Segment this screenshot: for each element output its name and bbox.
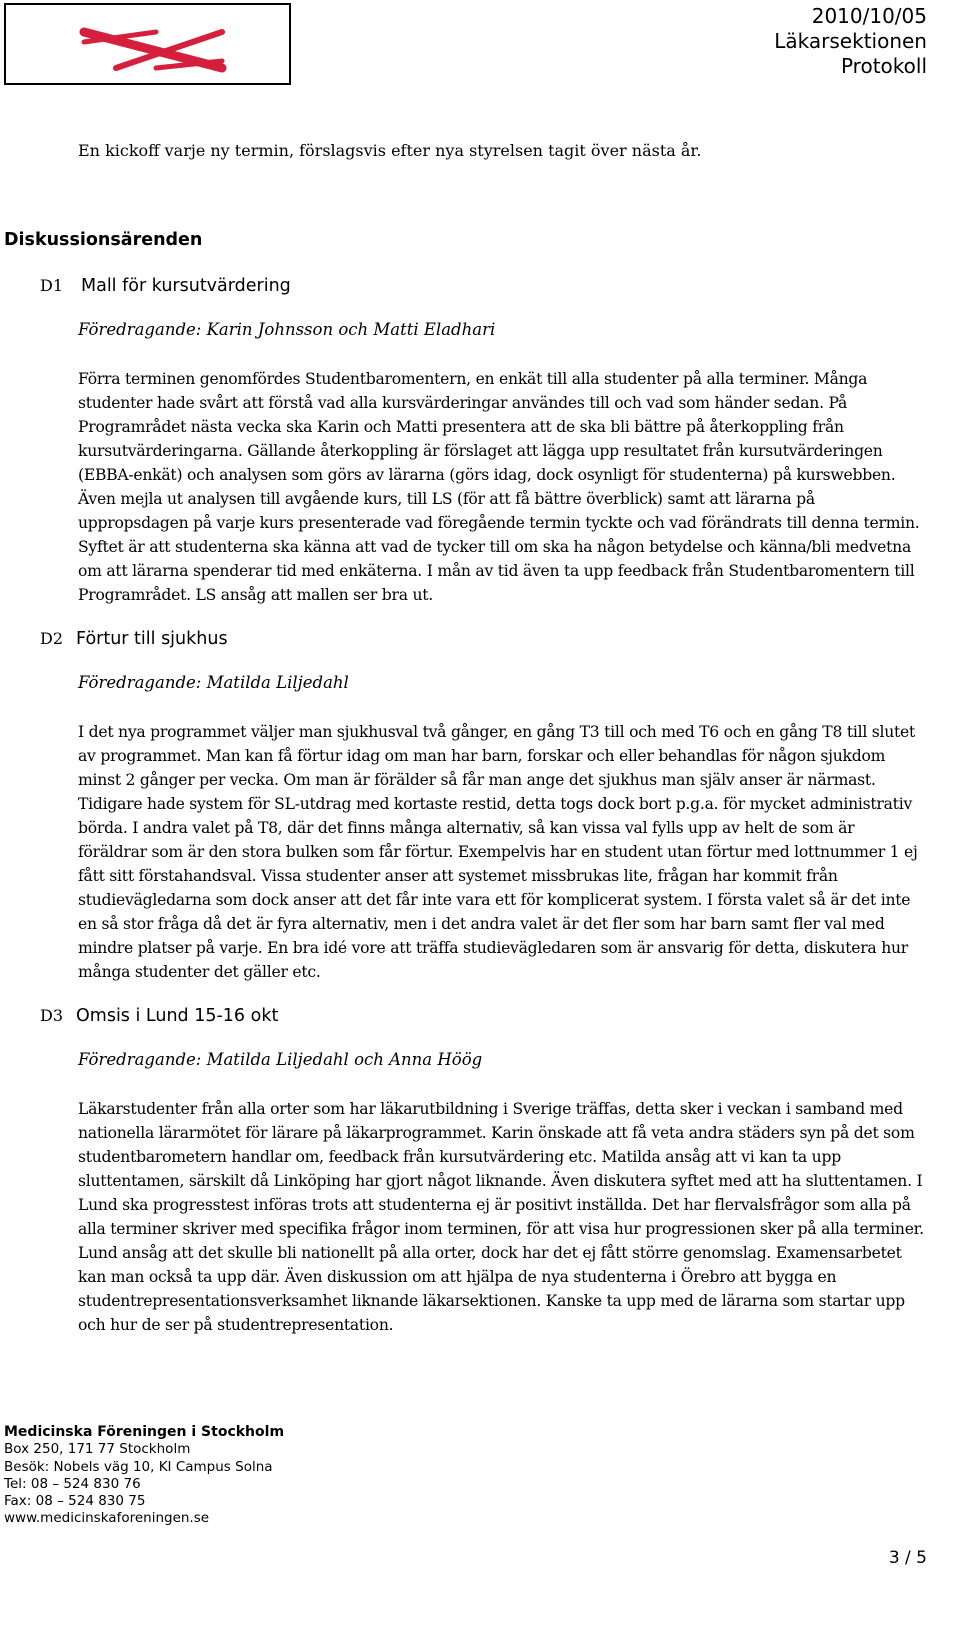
footer-org: Medicinska Föreningen i Stockholm — [4, 1424, 285, 1440]
footer-visit: Besök: Nobels väg 10, KI Campus Solna — [4, 1458, 273, 1475]
item-title: Förtur till sjukhus — [76, 629, 228, 649]
logo — [4, 3, 291, 85]
item-heading-d2 — [40, 629, 228, 649]
page-number: 3 / 5 — [888, 1548, 927, 1568]
document-header — [774, 4, 927, 79]
item-title: Mall för kursutvärdering — [81, 276, 291, 296]
logo-cross-icon — [6, 5, 289, 83]
item-presenter-d1: Föredragande: Karin Johnsson och Matti Eladhari — [78, 320, 496, 339]
item-code: D3 — [40, 1006, 64, 1025]
item-presenter-d2: Föredragande: Matilda Liljedahl — [78, 673, 349, 692]
item-body-d3: Läkarstudenter från alla orter som har läkarutbildning i Sverige träffas, detta sker i veckan i samband med nationella lärarmötet för lärare på läkarprogrammet. Karin önskade att få veta andra städers syn på det som studentbarometern handlar om, feedback från kursutvärdering etc. Matilda ansåg att vi kan ta upp sluttentamen, särskilt då Linköping har gjort något liknande. Även diskutera syftet med att ha sluttentamen. I Lund ska progresstest införas trots att studenterna ej är positivt inställda. Det har flervalsfrågor som alla på alla terminer skriver med specifika frågor inom terminen, för att visa hur progressionen sker på alla terminer. Lund ansåg att det skulle bli nationellt på alla orter, dock har det ej fått större genomslag. Examensarbetet kan man också ta upp där. Även diskussion om att hjälpa de nya studenterna i Örebro att bygga en studentrepresentationsverksamhet liknande läkarsektionen. Kanske ta upp med de lärarna som startar upp och hur de ser på studentrepresentation. — [78, 1100, 924, 1334]
item-code: D2 — [40, 629, 64, 648]
footer-fax: Fax: 08 – 524 830 75 — [4, 1493, 146, 1510]
section-heading: Diskussionsärenden — [4, 230, 203, 250]
item-body-d1: Förra terminen genomfördes Studentbaromentern, en enkät till alla studenter på alla terminer. Många studenter hade svårt att förstå vad alla kursvärderingar användes till och vad som händer sedan. På Programrådet nästa vecka ska Karin och Matti presentera att de ska bli bättre på återkoppling från kursutvärderingarna. Gällande återkoppling är förslaget att lägga upp resultatet från kursutvärderingen (EBBA-enkät) och analysen som görs av lärarna (görs idag, dock osynligt för studenterna) på kurswebben. Även mejla ut analysen till avgående kurs, till LS (för att få bättre överblick) samt att lärarna på uppropsdagen på varje kurs presenterade vad föregående termin tyckte och vad förändrats till denna termin. Syftet är att studenterna ska känna att vad de tycker till om ska ha någon betydelse och känna/bli medvetna om att lärarna spenderar tid med enkäterna. I mån av tid även ta upp feedback från Studentbaromentern till Programrådet. LS ansåg att mallen ser bra ut. — [78, 370, 920, 604]
header-date: 2010/10/05 — [811, 4, 927, 28]
footer-address: Box 250, 171 77 Stockholm — [4, 1441, 191, 1458]
footer-tel: Tel: 08 – 524 830 76 — [4, 1475, 141, 1492]
item-presenter-d3: Föredragande: Matilda Liljedahl och Anna Höög — [78, 1050, 483, 1069]
intro-text: En kickoff varje ny termin, förslagsvis efter nya styrelsen tagit över nästa år. — [78, 141, 702, 160]
item-title: Omsis i Lund 15-16 okt — [76, 1006, 279, 1026]
item-heading-d3 — [40, 1006, 278, 1026]
footer-web: www.medicinskaforeningen.se — [4, 1510, 210, 1527]
item-code: D1 — [40, 276, 64, 295]
item-body-d2: I det nya programmet väljer man sjukhusval två gånger, en gång T3 till och med T6 och en gång T8 till slutet av programmet. Man kan få förtur idag om man har barn, forskar och eller behandlas för någon sjukdom minst 2 gånger per vecka. Om man är förälder så får man ange det sjukhus man själv anser är närmast. Tidigare hade system för SL-utdrag med kortaste restid, detta togs dock bort p.g.a. för mycket administrativ börda. I andra valet på T8, där det finns många alternativ, så kan vissa val fylls upp av helt de som är föräldrar som är den stora bulken som får förtur. Exempelvis har en student utan förtur med lottnummer 1 ej fått sitt förstahandsval. Vissa studenter anser att systemet missbrukas lite, frågan har kommit från studievägledarna som dock anser att det får inte vara ett för komplicerat system. I första valet så är det inte en så stor fråga då det är fyra alternativ, men i det andra valet är det fler som har barn samt fler val med mindre platser på varje. En bra idé vore att träffa studievägledaren som är ansvarig för detta, diskutera hur många studenter det gäller etc. — [78, 723, 918, 981]
header-org: Läkarsektionen — [774, 29, 927, 53]
item-heading-d1 — [40, 276, 291, 296]
footer — [4, 1424, 284, 1528]
header-doc-type: Protokoll — [840, 54, 927, 78]
